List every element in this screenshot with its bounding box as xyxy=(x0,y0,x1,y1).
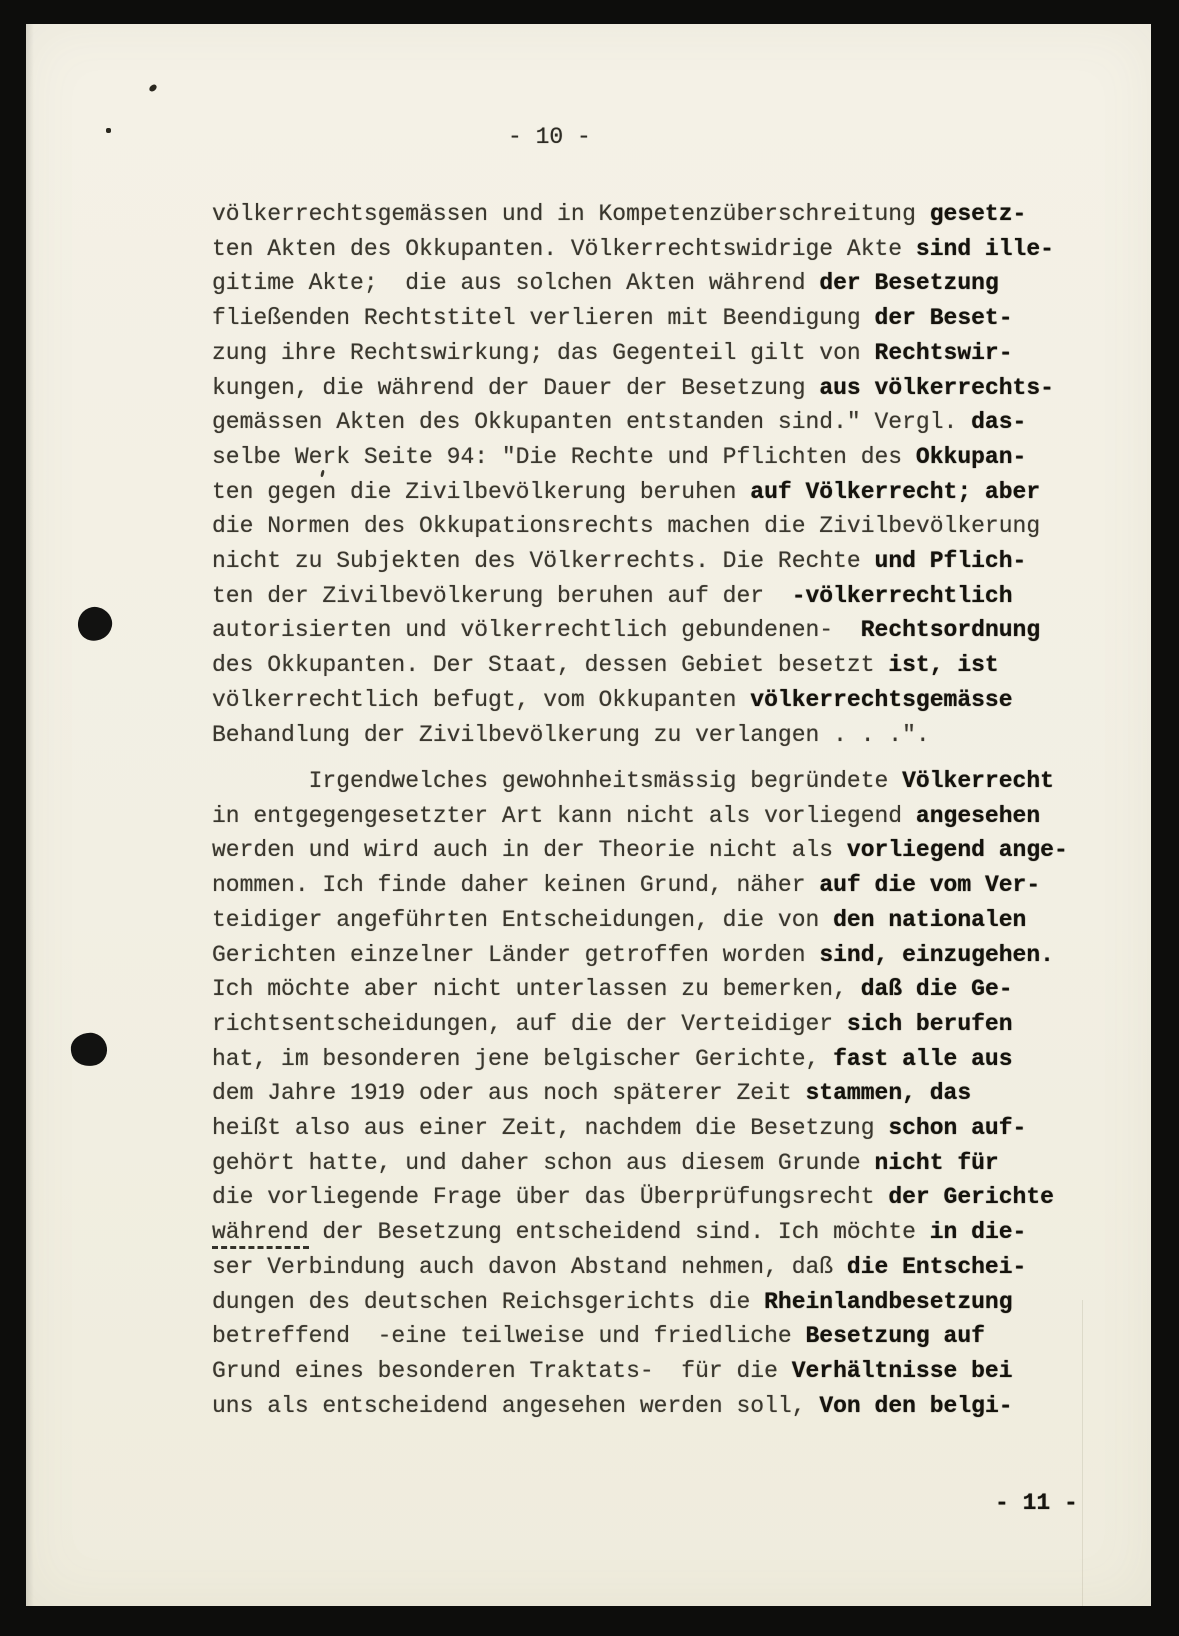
text-segment: völkerrechtsgemässe xyxy=(750,686,1013,713)
text-segment: den nationalen xyxy=(833,906,1027,933)
page-number-header: - 10 - xyxy=(508,124,591,150)
text-segment: stammen, das xyxy=(805,1080,972,1107)
ink-blob xyxy=(69,1031,109,1069)
text-line xyxy=(212,1215,1068,1250)
text-segment: der Gerichte xyxy=(888,1184,1054,1211)
underlined-word: während xyxy=(212,1219,309,1249)
text-line xyxy=(212,1250,1068,1285)
text-segment: Ich möchte aber nicht unterlassen zu bemerken, xyxy=(212,976,861,1003)
text-segment: hat, im besonderen jene belgischer Gerichte, xyxy=(212,1045,834,1072)
ink-speck xyxy=(148,83,158,93)
text-segment: Rheinlandbesetzung xyxy=(764,1288,1013,1315)
text-segment: gehört hatte, und daher schon aus diesem Grunde xyxy=(212,1149,875,1176)
text-segment: gitime Akte; die aus solchen Akten während xyxy=(212,270,820,297)
text-line xyxy=(212,336,1054,371)
text-segment: ten gegen die Zivilbevölkerung beruhen xyxy=(212,478,751,505)
text-segment: uns als entscheidend angesehen werden soll, xyxy=(212,1392,820,1419)
text-segment: fast alle aus xyxy=(833,1045,1013,1072)
text-segment: richtsentscheidungen, auf die der Verteidiger xyxy=(212,1010,847,1037)
text-line xyxy=(212,301,1054,336)
text-segment: Gerichten einzelner Länder getroffen worden xyxy=(212,941,820,968)
text-segment: nicht für xyxy=(874,1149,999,1176)
text-segment: Rechtswir- xyxy=(874,339,1013,366)
text-line xyxy=(212,718,1054,753)
text-segment: angesehen xyxy=(915,802,1041,829)
text-segment: teidiger angeführten Entscheidungen, die von xyxy=(212,906,834,933)
text-segment: selbe Werk Seite 94: "Die Rechte und Pflichten des xyxy=(212,443,916,470)
text-segment: kungen, die während der Dauer der Besetzung xyxy=(212,374,820,401)
text-line xyxy=(212,1285,1068,1320)
text-line xyxy=(212,972,1068,1007)
text-segment: die Normen des Okkupationsrechts machen die Zivilbevölkerung xyxy=(212,513,1041,540)
text-segment: Irgendwelches gewohnheitsmässig begründete xyxy=(212,768,903,794)
text-segment: werden und wird auch in der Theorie nicht als xyxy=(212,837,847,864)
text-segment: -völkerrechtlich xyxy=(791,582,1013,609)
page-number-footer: - 11 - xyxy=(995,1490,1078,1516)
text-line xyxy=(212,1111,1068,1146)
text-line xyxy=(212,868,1068,903)
paragraph-1 xyxy=(212,197,1054,752)
paragraph-2 xyxy=(212,764,1068,1423)
text-segment: ist, ist xyxy=(888,652,999,679)
ink-blob xyxy=(75,604,115,644)
text-line xyxy=(212,405,1054,440)
text-line xyxy=(212,683,1054,718)
text-line xyxy=(212,544,1054,579)
text-segment: Okkupan- xyxy=(915,443,1027,470)
text-segment: auf die vom Ver- xyxy=(819,872,1041,899)
text-line xyxy=(212,1389,1068,1424)
text-line xyxy=(212,371,1054,406)
text-line xyxy=(212,799,1068,834)
text-segment: Von den belgi- xyxy=(819,1392,1013,1419)
text-segment: zung ihre Rechtswirkung; das Gegenteil gilt von xyxy=(212,339,875,366)
paper-crease xyxy=(1082,1300,1083,1606)
paper-page xyxy=(26,24,1151,1606)
text-segment: sind ille- xyxy=(915,235,1054,262)
text-segment: schon auf- xyxy=(888,1115,1027,1142)
text-segment: in die- xyxy=(929,1219,1027,1246)
text-segment: in entgegengesetzter Art kann nicht als vorliegend xyxy=(212,802,916,829)
text-segment: des Okkupanten. Der Staat, dessen Gebiet besetzt xyxy=(212,652,889,679)
text-line xyxy=(212,938,1068,973)
text-line xyxy=(212,232,1054,267)
text-line xyxy=(212,1146,1068,1181)
text-segment: aus völkerrechts- xyxy=(819,374,1054,401)
text-segment: die Entschei- xyxy=(846,1253,1027,1280)
ink-speck xyxy=(106,128,111,133)
text-segment: dem Jahre 1919 oder aus noch späterer Zeit xyxy=(212,1080,806,1107)
text-segment: autorisierten und völkerrechtlich gebundenen- xyxy=(212,617,861,644)
paper-edge-shadow xyxy=(26,24,34,1606)
text-line xyxy=(212,509,1054,544)
text-segment: gesetz- xyxy=(929,201,1027,227)
text-line xyxy=(212,197,1054,232)
text-segment: das- xyxy=(971,409,1027,436)
text-segment: dungen des deutschen Reichsgerichts die xyxy=(212,1288,765,1315)
text-segment: heißt also aus einer Zeit, nachdem die Besetzung xyxy=(212,1115,889,1142)
text-line xyxy=(212,1354,1068,1389)
text-segment: fließenden Rechtstitel verlieren mit Beendigung xyxy=(212,305,875,332)
text-segment: betreffend -eine teilweise und friedliche xyxy=(212,1323,806,1350)
text-segment: sich berufen xyxy=(846,1010,1013,1037)
text-segment: ten der Zivilbevölkerung beruhen auf der xyxy=(212,582,792,609)
text-line xyxy=(212,1319,1068,1354)
text-line xyxy=(212,475,1054,510)
text-line xyxy=(212,440,1054,475)
text-line xyxy=(212,764,1068,799)
text-line xyxy=(212,833,1068,868)
text-segment: Rechtsordnung xyxy=(860,617,1041,644)
text-segment: völkerrechtlich befugt, vom Okkupanten xyxy=(212,686,751,713)
text-segment: Behandlung der Zivilbevölkerung zu verlangen . . .". xyxy=(212,721,930,748)
text-segment: auf Völkerrecht; aber xyxy=(750,478,1041,505)
text-segment: der Besetzung xyxy=(819,270,999,297)
text-line xyxy=(212,613,1054,648)
text-segment: sind, einzugehen. xyxy=(819,941,1054,968)
text-segment: Besetzung auf xyxy=(805,1323,985,1350)
text-segment: der Besetzung entscheidend sind. Ich möchte xyxy=(308,1219,930,1246)
text-segment: und Pflich- xyxy=(874,548,1027,575)
text-line xyxy=(212,1007,1068,1042)
text-segment: Grund eines besonderen Traktats- für die xyxy=(212,1357,792,1384)
text-segment: ten Akten des Okkupanten. Völkerrechtswidrige Akte xyxy=(212,235,916,262)
text-segment: Verhältnisse bei xyxy=(791,1357,1013,1384)
text-segment: Völkerrecht xyxy=(902,768,1054,794)
text-segment: ser Verbindung auch davon Abstand nehmen, daß xyxy=(212,1253,847,1280)
text-segment: der Beset- xyxy=(874,305,1013,332)
text-segment: nicht zu Subjekten des Völkerrechts. Die Rechte xyxy=(212,548,875,575)
text-line xyxy=(212,1180,1068,1215)
text-segment: völkerrechtsgemässen und in Kompetenzüberschreitung xyxy=(212,201,930,227)
text-line xyxy=(212,1076,1068,1111)
text-segment: die vorliegende Frage über das Überprüfungsrecht xyxy=(212,1184,889,1211)
text-line xyxy=(212,648,1054,683)
text-line xyxy=(212,903,1068,938)
text-line xyxy=(212,1042,1068,1077)
text-segment: nommen. Ich finde daher keinen Grund, näher xyxy=(212,872,820,899)
text-line xyxy=(212,266,1054,301)
text-segment: vorliegend ange- xyxy=(846,837,1068,864)
text-segment: daß die Ge- xyxy=(860,976,1013,1003)
text-segment: gemässen Akten des Okkupanten entstanden sind." Vergl. xyxy=(212,409,972,436)
text-line xyxy=(212,579,1054,614)
